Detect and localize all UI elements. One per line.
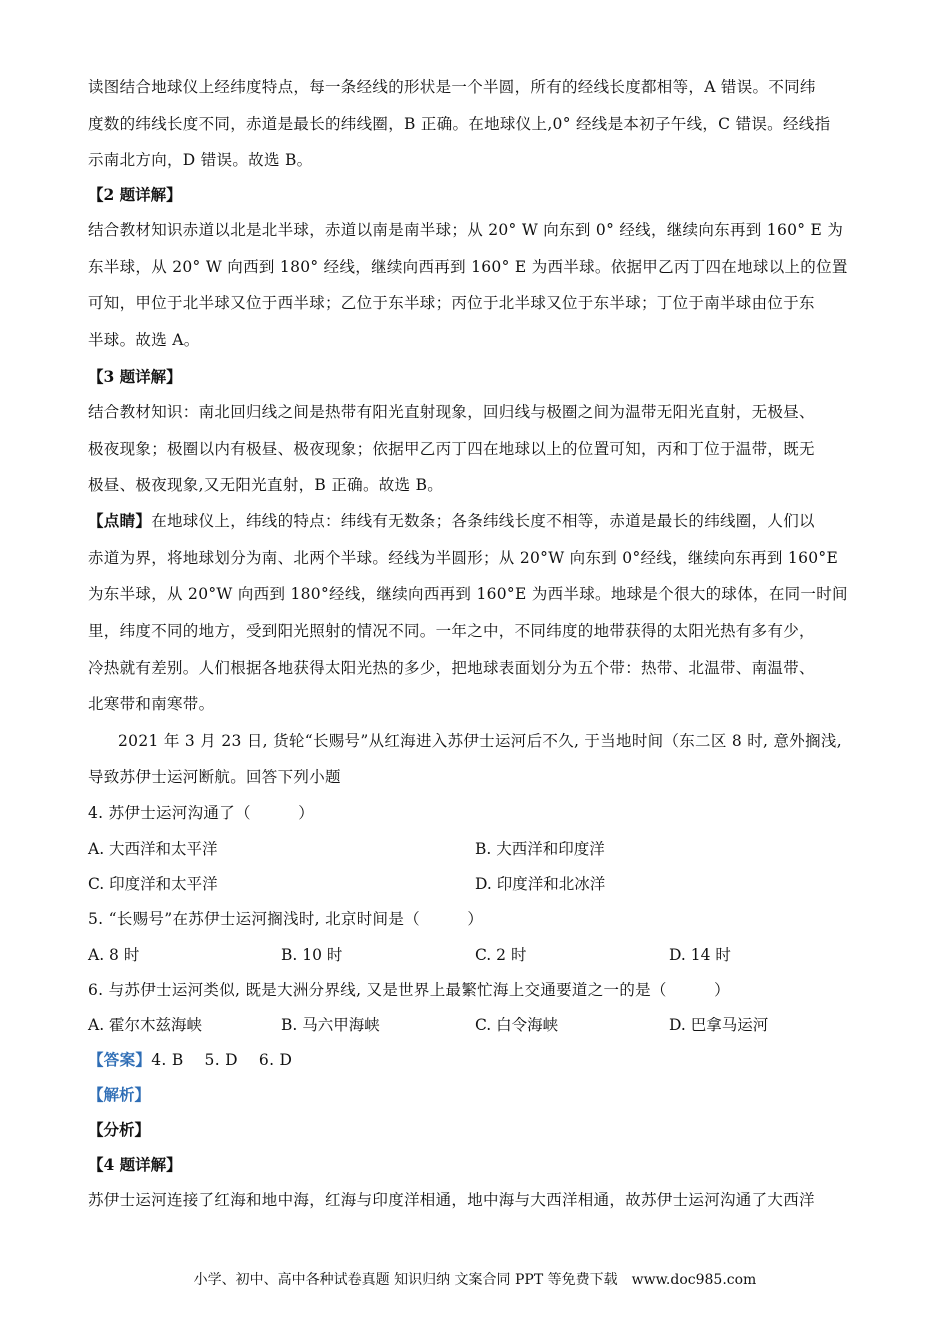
text-line: 半球。故选 A。	[88, 331, 200, 349]
section-heading-q4: 【4 题详解】	[88, 1155, 182, 1174]
text-line: 冷热就有差别。人们根据各地获得太阳光热的多少，把地球表面划分为五个带：热带、北温带、南温带、	[88, 659, 815, 677]
answer-label: 【答案】	[88, 1050, 152, 1069]
question-5-option-b: B. 10 时	[281, 946, 343, 964]
page-footer: 小学、初中、高中各种试卷真题 知识归纳 文案合同 PPT 等免费下载 www.doc985.com	[193, 1272, 757, 1288]
question-5-stem: 5. “长赐号”在苏伊士运河搁浅时, 北京时间是（ ）	[88, 910, 484, 928]
intro-line: 导致苏伊士运河断航。回答下列小题	[88, 768, 341, 786]
question-6-stem: 6. 与苏伊士运河类似, 既是大洲分界线, 又是世界上最繁忙海上交通要道之一的是（ ）	[88, 981, 730, 999]
tip-line	[88, 510, 878, 532]
text-line: 苏伊士运河连接了红海和地中海，红海与印度洋相通，地中海与大西洋相通，故苏伊士运河沟通了大西洋	[88, 1191, 815, 1209]
question-4-option-c: C. 印度洋和太平洋	[88, 875, 218, 893]
question-5-option-d: D. 14 时	[669, 946, 731, 964]
question-6-option-d: D. 巴拿马运河	[669, 1016, 769, 1034]
text-line: 可知，甲位于北半球又位于西半球；乙位于东半球；丙位于北半球又位于东半球；丁位于南半球由位于东	[88, 294, 815, 312]
analysis-label: 【解析】	[88, 1085, 151, 1104]
text-line: 度数的纬线长度不同，赤道是最长的纬线圈，B 正确。在地球仪上,0° 经线是本初子午线，C 错误。经线指	[88, 115, 831, 133]
question-4-option-b: B. 大西洋和印度洋	[475, 840, 605, 858]
text-line: 里，纬度不同的地方，受到阳光照射的情况不同。一年之中，不同纬度的地带获得的太阳光热有多有少，	[88, 622, 815, 640]
question-4-option-a: A. 大西洋和太平洋	[88, 840, 218, 858]
answer-line	[88, 1049, 878, 1071]
text-line: 为东半球，从 20°W 向西到 180°经线，继续向西再到 160°E 为西半球。地球是个很大的球体，在同一时间	[88, 585, 848, 603]
text-line: 示南北方向，D 错误。故选 B。	[88, 151, 313, 169]
question-6-option-c: C. 白令海峡	[475, 1016, 559, 1034]
question-6-option-a: A. 霍尔木兹海峡	[88, 1016, 203, 1034]
question-4-option-d: D. 印度洋和北冰洋	[475, 875, 606, 893]
text-line: 极昼、极夜现象,又无阳光直射，B 正确。故选 B。	[88, 476, 444, 494]
question-5-option-c: C. 2 时	[475, 946, 527, 964]
text-line: 极夜现象；极圈以内有极昼、极夜现象；依据甲乙丙丁四在地球以上的位置可知，丙和丁位于温带，既无	[88, 440, 815, 458]
text-line: 东半球，从 20° W 向西到 180° 经线，继续向西再到 160° E 为西半球。依据甲乙丙丁四在地球以上的位置	[88, 258, 848, 276]
text-line: 读图结合地球仪上经纬度特点，每一条经线的形状是一个半圆，所有的经线长度都相等，A 错误。不同纬	[88, 78, 816, 96]
text-line: 结合教材知识：南北回归线之间是热带有阳光直射现象，回归线与极圈之间为温带无阳光直射，无极昼、	[88, 403, 815, 421]
question-5-option-a: A. 8 时	[88, 946, 140, 964]
text-line: 赤道为界，将地球划分为南、北两个半球。经线为半圆形；从 20°W 向东到 0°经线，继续向东再到 160°E	[88, 549, 839, 567]
tip-text: 在地球仪上，纬线的特点：纬线有无数条；各条纬线长度不相等，赤道是最长的纬线圈，人们以	[151, 512, 815, 530]
section-heading-q3: 【3 题详解】	[88, 367, 182, 386]
question-6-option-b: B. 马六甲海峡	[281, 1016, 380, 1034]
question-4-stem: 4. 苏伊士运河沟通了（ ）	[88, 804, 315, 822]
text-line: 结合教材知识赤道以北是北半球，赤道以南是南半球；从 20° W 向东到 0° 经线，继续向东再到 160° E 为	[88, 221, 844, 239]
tip-label: 【点睛】	[88, 511, 152, 530]
section-heading-q2: 【2 题详解】	[88, 185, 182, 204]
fenxi-heading: 【分析】	[88, 1120, 151, 1139]
answer-text: 4. B 5. D 6. D	[151, 1051, 293, 1069]
text-line: 北寒带和南寒带。	[88, 695, 215, 713]
intro-line: 2021 年 3 月 23 日, 货轮“长赐号”从红海进入苏伊士运河后不久, 于当地时间（东二区 8 时, 意外搁浅,	[118, 732, 842, 750]
